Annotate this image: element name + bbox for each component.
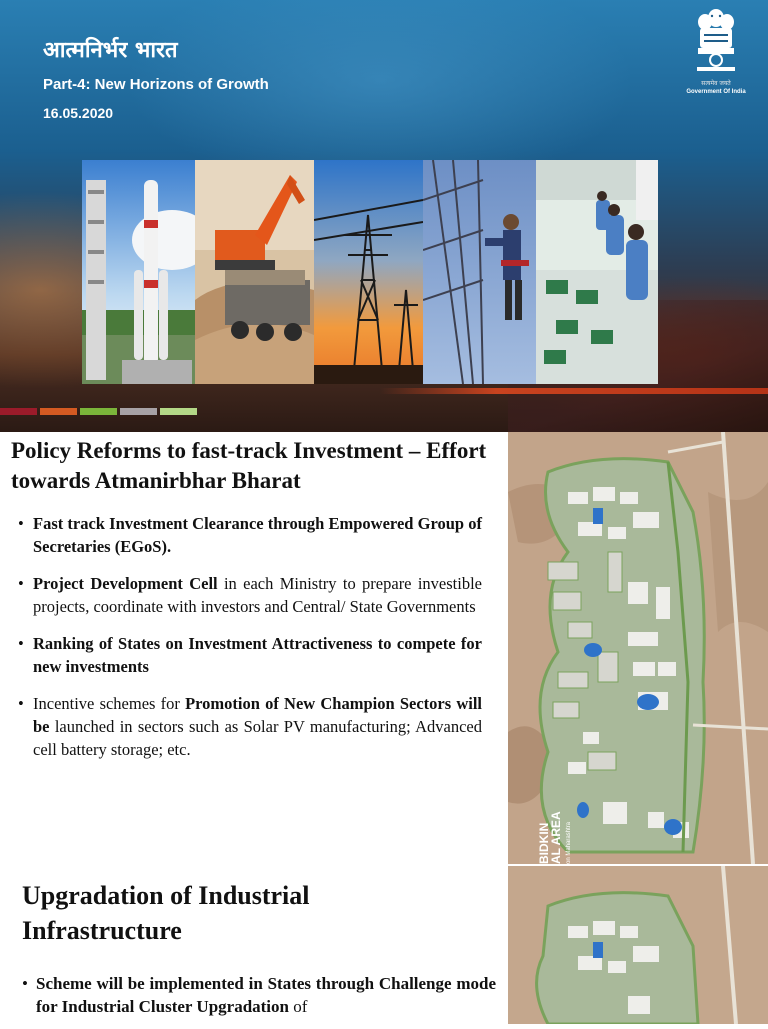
header-banner — [0, 0, 768, 432]
map-label-line2: AL AREA — [549, 811, 563, 864]
color-bar-orange — [40, 408, 77, 415]
banner-accent-stripe — [380, 388, 768, 394]
color-bar-grey — [120, 408, 157, 415]
section1-title: Policy Reforms to fast-track Investment – Effort towards Atmanirbhar Bharat — [11, 438, 487, 493]
government-emblem — [686, 6, 746, 102]
lineman-climbing-photo — [423, 160, 536, 384]
list-item-prefix: Incentive schemes for — [33, 694, 186, 713]
emblem-motto: सत्यमेव जयते — [701, 80, 731, 87]
ashoka-emblem-icon — [694, 6, 738, 72]
list-item-bold: Fast track Investment Clearance through Empowered Group of Secretaries (EGoS). — [33, 514, 482, 556]
electronics-assembly-photo — [536, 160, 658, 384]
color-bar-light-green — [160, 408, 197, 415]
power-tower-sunset-photo — [314, 160, 423, 384]
list-item-bold: Project Development Cell — [33, 574, 218, 593]
list-item-text: in each Ministry to prepare investible projects, coordinate with investors and Central/ State Governments — [33, 574, 482, 616]
list-item-bold: Ranking of States on Investment Attractiveness to compete for new investments — [33, 634, 482, 676]
industrial-area-map — [508, 432, 768, 864]
list-item — [18, 512, 482, 558]
list-item-text: launched in sectors such as Solar PV manufacturing; Advanced cell battery storage; etc. — [33, 717, 482, 759]
hindi-title: आत्मनिर्भर भारत — [43, 38, 178, 63]
part-title: Part-4: New Horizons of Growth — [43, 76, 269, 93]
list-item — [18, 632, 482, 678]
list-item-bold: Scheme will be implemented in States through Challenge mode for Industrial Cluster Upgradation — [36, 974, 496, 1016]
section2-title: Upgradation of Industrial Infrastructure — [22, 881, 310, 945]
color-bar-strip — [0, 408, 197, 415]
industrial-area-map-2 — [508, 866, 768, 1024]
color-bar-maroon — [0, 408, 37, 415]
government-of-india-label: Government Of India — [686, 89, 746, 95]
list-item-text: of — [288, 997, 308, 1016]
list-item — [18, 572, 482, 618]
rocket-launch-photo — [82, 160, 195, 384]
map-label-line3: on Maharashtra — [566, 821, 572, 864]
list-item — [18, 692, 482, 761]
map-label-line1: BIDKIN — [537, 822, 551, 864]
color-bar-green — [80, 408, 117, 415]
policy-reforms-list — [18, 512, 482, 775]
list-item — [22, 972, 496, 1018]
excavator-photo — [195, 160, 314, 384]
infrastructure-list — [22, 972, 496, 1018]
photo-collage — [82, 160, 658, 384]
list-item-bold: Promotion of New Champion Sectors will be — [33, 694, 482, 736]
presentation-date: 16.05.2020 — [43, 105, 114, 121]
